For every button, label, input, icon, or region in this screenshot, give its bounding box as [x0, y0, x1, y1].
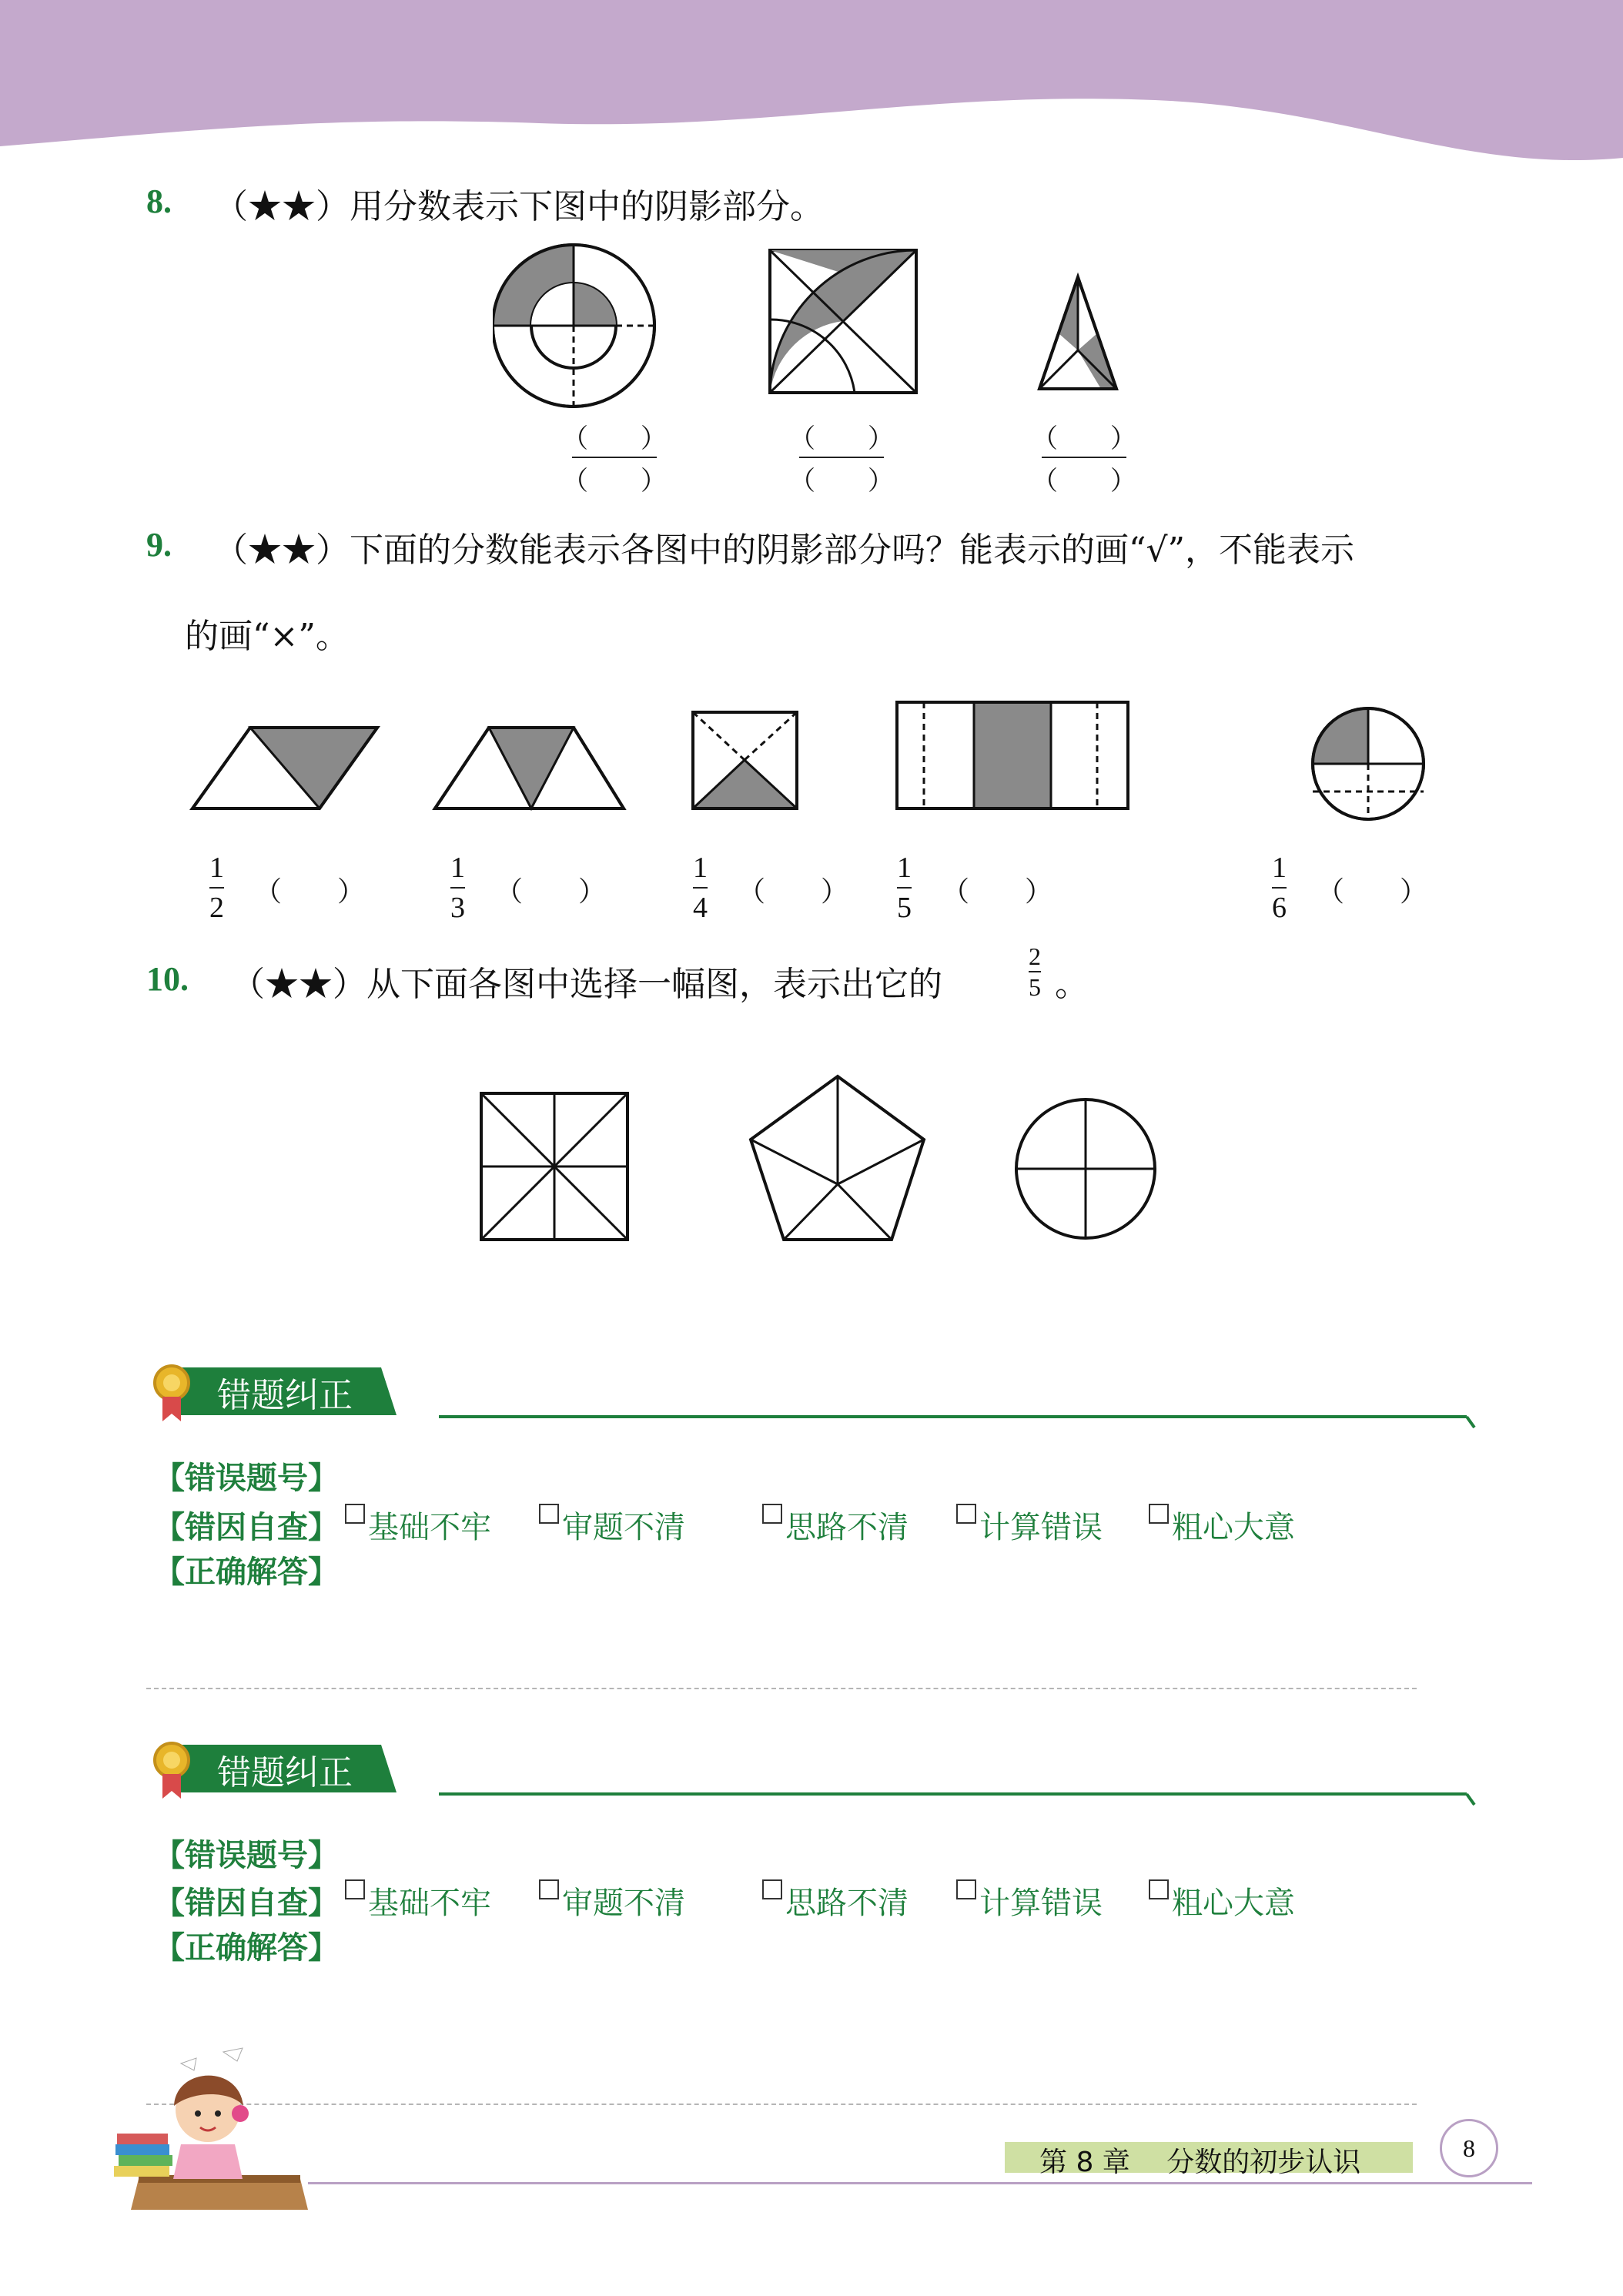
question-9-text-line1: （★★）下面的分数能表示各图中的阴影部分吗？能表示的画“√”，不能表示 [214, 530, 1355, 570]
question-10-number: 10. [146, 960, 189, 998]
option-basic-1[interactable]: 基础不牢 [345, 1503, 491, 1547]
checkbox[interactable] [539, 1879, 559, 1899]
checkbox[interactable] [762, 1504, 782, 1524]
checkbox[interactable] [956, 1879, 976, 1899]
q8-triangle-figure [1039, 277, 1116, 389]
q10-circle-figure [1016, 1099, 1155, 1238]
q8-answer-2[interactable]: （ ） （ ） [789, 423, 894, 497]
q9-answer-3[interactable]: （ ） [738, 876, 849, 908]
correction-badge-2: 错题纠正 [217, 1753, 353, 1792]
divider [146, 1688, 1417, 1689]
option-reading-2[interactable]: 审题不清 [539, 1879, 685, 1923]
correction-badge-1: 错题纠正 [217, 1376, 353, 1415]
correct-answer-label-1: 【正确解答】 [154, 1555, 339, 1590]
checkbox[interactable] [345, 1879, 365, 1899]
q9-answer-2[interactable]: （ ） [495, 876, 607, 908]
q9-figure-1 [192, 728, 377, 808]
option-careless-1[interactable]: 粗心大意 [1149, 1503, 1295, 1547]
question-10-text: （★★）从下面各图中选择一幅图，表示出它的 [231, 965, 942, 1004]
q9-fraction-4: 1 5 [897, 852, 912, 924]
q9-fraction-5: 1 6 [1272, 852, 1287, 924]
wrong-question-label-1: 【错误题号】 [154, 1461, 339, 1496]
checkbox[interactable] [956, 1504, 976, 1524]
q9-fraction-3: 1 4 [693, 852, 708, 924]
q10-square-figure [481, 1093, 627, 1240]
option-basic-2[interactable]: 基础不牢 [345, 1879, 491, 1923]
reason-check-label-1: 【错因自查】 [154, 1510, 339, 1545]
page-number: 8 [1440, 2119, 1498, 2177]
q9-figure-4 [897, 702, 1128, 808]
divider [146, 2104, 1417, 2105]
q8-answer-3[interactable]: （ ） （ ） [1032, 423, 1136, 497]
option-reading-1[interactable]: 审题不清 [539, 1503, 685, 1547]
q8-ring-figure [493, 245, 654, 407]
student-illustration [108, 2044, 323, 2221]
option-calc-2[interactable]: 计算错误 [956, 1879, 1103, 1923]
q9-fraction-1: 1 2 [209, 852, 224, 924]
option-thinking-1[interactable]: 思路不清 [762, 1503, 909, 1547]
q8-answer-1[interactable]: （ ） （ ） [562, 423, 667, 497]
q10-fraction: 2 5 [1029, 942, 1041, 1001]
checkbox[interactable] [1149, 1504, 1169, 1524]
correct-answer-label-2: 【正确解答】 [154, 1930, 339, 1966]
q9-fraction-2: 1 3 [450, 852, 465, 924]
checkbox[interactable] [345, 1504, 365, 1524]
q9-figure-2 [435, 728, 624, 808]
reason-check-label-2: 【错因自查】 [154, 1886, 339, 1921]
checkbox[interactable] [1149, 1879, 1169, 1899]
header-band [0, 0, 1623, 169]
option-thinking-2[interactable]: 思路不清 [762, 1879, 909, 1923]
question-8-text: （★★）用分数表示下图中的阴影部分。 [214, 187, 824, 226]
checkbox[interactable] [539, 1504, 559, 1524]
option-calc-1[interactable]: 计算错误 [956, 1503, 1103, 1547]
question-8-number: 8. [146, 182, 172, 220]
footer-rule [308, 2182, 1532, 2184]
option-careless-2[interactable]: 粗心大意 [1149, 1879, 1295, 1923]
q10-figures [462, 1063, 1178, 1263]
q9-answer-5[interactable]: （ ） [1317, 876, 1428, 908]
q8-square-arc-figure [770, 250, 916, 393]
q9-answer-1[interactable]: （ ） [254, 876, 366, 908]
footer-chapter-title: 第 8 章 分数的初步认识 [1039, 2147, 1361, 2178]
question-10-tail: 。 [1055, 965, 1089, 1004]
q8-figures [493, 235, 1139, 420]
q9-answer-4[interactable]: （ ） [942, 876, 1053, 908]
question-9-number: 9. [146, 526, 172, 564]
q9-figures [185, 685, 1447, 824]
q10-pentagon-figure [751, 1076, 924, 1240]
q9-figure-3 [693, 712, 797, 808]
q9-figure-5 [1313, 708, 1424, 819]
question-9-text-line2: 的画“×”。 [185, 617, 350, 656]
checkbox[interactable] [762, 1879, 782, 1899]
wrong-question-label-2: 【错误题号】 [154, 1838, 339, 1873]
